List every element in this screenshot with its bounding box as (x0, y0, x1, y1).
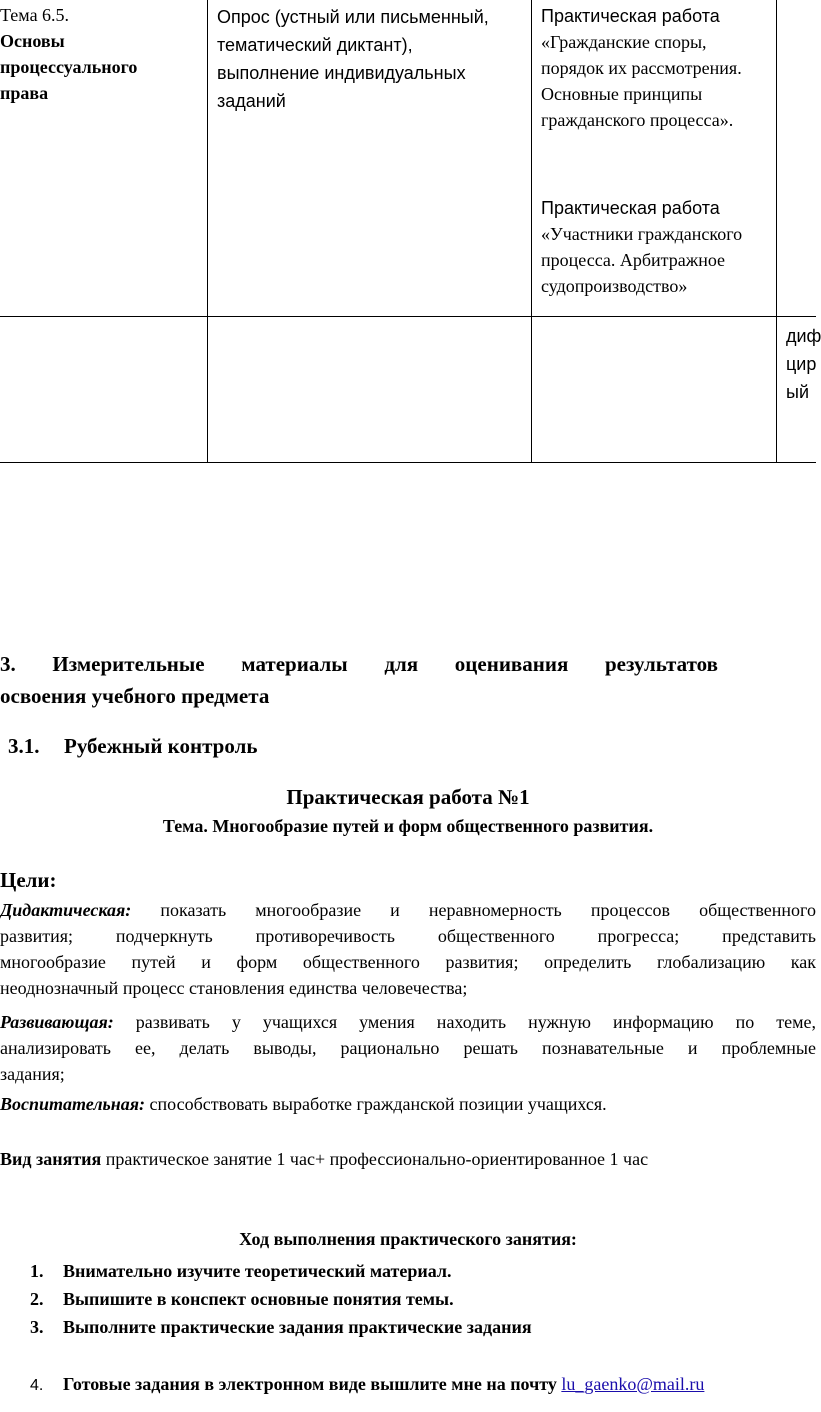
paragraph-text: показать многообразие и неравномерность процессов общественного (160, 900, 816, 920)
lesson-type-text: практическое занятие 1 час+ профессионально-ориентированное 1 час (105, 1149, 649, 1169)
list-number: 4. (30, 1377, 44, 1394)
table-divider (0, 462, 816, 463)
cell-line: ый (786, 382, 809, 402)
cell-line: «Гражданские споры, (541, 32, 707, 52)
cell-line: цир (786, 354, 817, 374)
cell-line: Опрос (устный или письменный, (217, 7, 489, 27)
topic-number: Тема 6.5. (0, 5, 70, 25)
goal-label: Развивающая: (0, 1012, 114, 1032)
heading-word: 3. (0, 652, 16, 676)
table-cell-practical-works (541, 3, 774, 299)
goal-developing (0, 1009, 816, 1087)
procedure-heading: Ход выполнения практического занятия: (239, 1229, 577, 1249)
cell-line: «Участники гражданского (541, 224, 743, 244)
table-cell-clipped (786, 322, 821, 406)
heading-word: результатов (604, 652, 718, 676)
lesson-type (0, 1146, 816, 1172)
goal-didactic (0, 897, 816, 1001)
goal-label: Воспитательная: (0, 1094, 146, 1114)
paragraph-line: неоднозначный процесс становления единства человечества; (0, 978, 468, 998)
cell-line: выполнение индивидуальных (217, 63, 466, 83)
table-divider (207, 0, 208, 463)
heading-word: оценивания (454, 652, 569, 676)
list-text: Выпишите в конспект основные понятия темы. (63, 1289, 454, 1309)
paragraph-line: развития; подчеркнуть противоречивость общественного прогресса; представить (0, 926, 816, 946)
list-number: 1. (30, 1261, 44, 1281)
table-divider (776, 0, 777, 463)
cell-line: судопроизводство» (541, 276, 688, 296)
list-item (30, 1257, 532, 1285)
practical-work-title: Практическая работа №1 (286, 785, 530, 809)
paragraph-line (0, 897, 816, 923)
practical-work-heading: Практическая работа (541, 198, 720, 218)
table-divider (0, 316, 816, 317)
subsection-title: Рубежный контроль (64, 734, 258, 758)
heading-word: материалы (241, 652, 348, 676)
section-heading-line2: освоения учебного предмета (0, 684, 270, 708)
list-number: 2. (30, 1289, 44, 1309)
list-text: Готовые задания в электронном виде вышлите мне на почту (63, 1374, 557, 1394)
table-divider (531, 0, 532, 463)
table-cell-control-form (217, 3, 529, 115)
cell-line: Основные принципы (541, 84, 703, 104)
email-link[interactable]: lu_gaenko@mail.ru (561, 1374, 705, 1394)
practical-work-heading: Практическая работа (541, 6, 720, 26)
list-number: 3. (30, 1317, 44, 1337)
list-item (30, 1313, 532, 1341)
paragraph-text: развивать у учащихся умения находить нужную информацию по теме, (135, 1012, 817, 1032)
list-text: Внимательно изучите теоретический материал. (63, 1261, 452, 1281)
cell-line: процесса. Арбитражное (541, 250, 726, 270)
cell-line: гражданского процесса». (541, 110, 734, 130)
paragraph-line: задания; (0, 1064, 65, 1084)
heading-word: для (384, 652, 419, 676)
cell-line: заданий (217, 91, 286, 111)
topic-title-line: Основы (0, 31, 65, 51)
paragraph-text: способствовать выработке гражданской позиции учащихся. (149, 1094, 607, 1114)
paragraph-line: анализировать ее, делать выводы, рационально решать познавательные и проблемные (0, 1038, 816, 1058)
practical-work-topic: Тема. Многообразие путей и форм общественного развития. (162, 816, 654, 836)
subsection-number: 3.1. (8, 734, 40, 758)
lesson-type-label: Вид занятия (0, 1149, 102, 1169)
table-cell-topic (0, 2, 205, 106)
heading-word: Измерительные (52, 652, 205, 676)
paragraph-line (0, 1009, 816, 1035)
section-heading (0, 652, 718, 677)
subsection-heading (8, 734, 257, 759)
paragraph-line: многообразие путей и форм общественного развития; определить глобализацию как (0, 952, 816, 972)
list-item (30, 1285, 532, 1313)
goal-label: Дидактическая: (0, 900, 132, 920)
procedure-list (30, 1257, 532, 1341)
cell-line: диф (786, 326, 821, 346)
topic-title-line: права (0, 83, 49, 103)
cell-line: порядок их рассмотрения. (541, 58, 742, 78)
list-text: Выполните практические задания практические задания (63, 1317, 532, 1337)
goals-heading: Цели: (0, 868, 57, 892)
goal-educational (0, 1091, 816, 1117)
topic-title-line: процессуального (0, 57, 138, 77)
cell-line: тематический диктант), (217, 35, 413, 55)
list-item (30, 1370, 704, 1400)
